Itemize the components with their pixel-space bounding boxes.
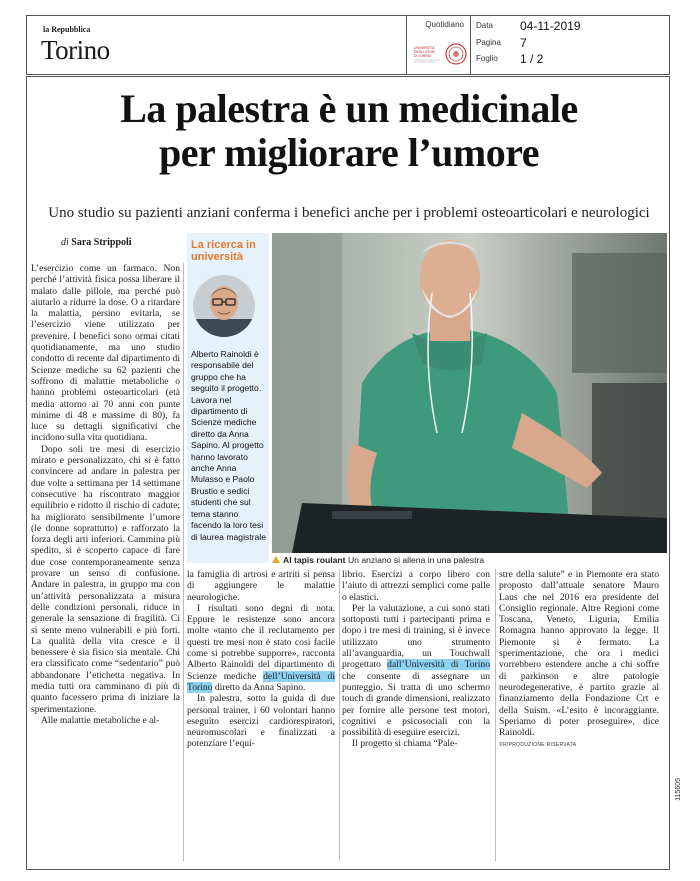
paragraph: Dopo soli tre mesi di esercizio mirato e personalizzato, chi si è fatto convincere ad andare in palestra per due volte a settimana per 14 settimane consecutive ha riscontrato maggior equilibrio e ridotto il rischio di cadute; ha migliorato sensibilmente l’umore (le donne soprattutto) e rafforzato la forza degli arti inferiori. Cammina più spedito, si è scoperto capace di fare due cose contemporaneamente senza provare un senso di confusione. Andare in palestra, in gruppo ma con un’attività personalizzata a misura delle condizioni personali, riduce in generale la sensazione di fragilità. Ci si sente meno vulnerabili e più forti. La qualità della vita cresce e il benessere è sia fisico sia mentale. Chi era classificato come “sedentario” può abbandonare l’etichetta negativa. In media tutti ora camminano di più di quanto facessero prima di iniziare la sperimentazione. bbox=[31, 443, 180, 715]
article bbox=[26, 76, 670, 870]
gym-photo bbox=[272, 233, 667, 553]
side-code: 115605 bbox=[675, 778, 682, 801]
portrait-icon bbox=[193, 275, 255, 337]
data-value: 04-11-2019 bbox=[520, 19, 581, 33]
headline-line-1: La palestra è un medicinale bbox=[120, 86, 578, 131]
headline-line-2: per migliorare l’umore bbox=[158, 130, 539, 175]
paragraph: librio. Esercizi a corpo libero con l’aiuto di attrezzi semplici come palle o elastici. bbox=[342, 569, 490, 603]
paragraph-text: I risultati sono degni di nota. Eppure le resistenze sono ancora molte «tanto che il reclutamento per questi tre mesi non è stato così facile come si potrebbe supporre», racconta Alberto Rainoldi del dipartimento di Scienze mediche bbox=[187, 602, 335, 682]
paragraph: Alle malattie metaboliche e al- bbox=[41, 714, 160, 726]
info-box bbox=[187, 233, 269, 563]
info-box-text: Alberto Rainoldi è responsabile del gruppo che ha seguito il progetto. Lavora nel dipartimento di Scienze mediche diretto da Anna Sapino. Al progetto hanno lavorato anche Anna Mulasso e Paolo Brustio e sedici studenti che sul tema stanno facendo la loro tesi di laurea magistrale bbox=[191, 349, 266, 542]
svg-text:UNIVERSITÀ: UNIVERSITÀ bbox=[414, 46, 435, 50]
highlighted-text: dall’Università di Torino bbox=[387, 659, 490, 671]
masthead bbox=[27, 16, 407, 74]
byline-di: di bbox=[61, 237, 69, 248]
clipping-header bbox=[26, 15, 670, 75]
paragraph-text: diretto da Anna Sapino. bbox=[212, 681, 306, 693]
brand-city: Torino bbox=[41, 35, 110, 65]
column-divider bbox=[183, 263, 184, 861]
paragraph bbox=[187, 603, 335, 693]
copyright-note: ©RIPRODUZIONE RISERVATA bbox=[499, 742, 577, 749]
paragraph: L’esercizio come un farmaco. Non perché l’attività fisica possa liberare il malato dalle pillole, ma perché può aiutarlo a ridurre la dose. O a ritardare la malattia, persino evitarla, se l’esercizio viene utilizzato per prevenire. I benefici sono ormai citati quotidianamente, ma uno studio condotto di recente dal dipartimento di Scienze mediche su 62 pazienti che soffrono di malattie metaboliche o hanno problemi osteoarticolari (età media attorno ai 70 anni con punte minime di 48 e massime di 80), fa luce su dettagli significativi che incidono sulla vita quotidiana. bbox=[31, 263, 180, 444]
brand-small: la Repubblica bbox=[43, 25, 91, 34]
treadmill-scene-icon bbox=[272, 233, 667, 553]
column-divider bbox=[339, 569, 340, 861]
byline-author: Sara Strippoli bbox=[71, 237, 132, 248]
paragraph-text: che consente di assegnare un punteggio. Si tratta di uno schermo touch di grande dimensioni, realizzato per fornire alle persone test motori, cognitivi e psicosociali con la possibilità di eseguire esercizi. bbox=[342, 670, 490, 739]
article-column-2 bbox=[187, 569, 335, 750]
foglio-label: Foglio bbox=[476, 54, 498, 63]
info-box-title: La ricerca in università bbox=[191, 239, 256, 263]
data-label: Data bbox=[476, 21, 493, 30]
foglio-value: 1 / 2 bbox=[520, 52, 544, 66]
paragraph: Il progetto si chiama “Pale- bbox=[352, 738, 458, 750]
svg-text:DEGLI STUDI: DEGLI STUDI bbox=[414, 50, 436, 54]
subheadline: Uno studio su pazienti anziani conferma i benefici anche per i problemi osteoarticolari e neurologici bbox=[48, 205, 650, 221]
paragraph bbox=[342, 603, 490, 739]
article-column-3 bbox=[342, 569, 490, 750]
paragraph: stre della salute” e in Piemonte era stato proposto dall’attuale senatore Mauro Laus che nel 2016 era presidente del Consiglio regionale. Altre Regioni come Toscana, Veneto, Liguria, Emilia Romagna hanno approvato la legge. Il Piemonte si è fermato. La sperimentazione, che ora i medici vorrebbero estendere anche a chi soffre di parkinson e altre patologie neurodegenerative, è partito grazie al finanziamento della Fondazione Crt e della Suism. «L’esito è incoraggiante. Speriamo di poter proseguire», dice Rainoldi. bbox=[499, 569, 659, 739]
clipping-metadata bbox=[472, 16, 670, 74]
publication-type bbox=[408, 16, 471, 74]
caption-bold: Al tapis roulant bbox=[283, 555, 346, 565]
article-column-1 bbox=[31, 263, 180, 726]
headline bbox=[27, 87, 671, 175]
paragraph-text: Per la valutazione, a cui sono stati sottoposti tutti i partecipanti prima e dopo i tre mesi di training, si è invece utilizzato uno strumento all’avanguardia, un Touchwall progettato bbox=[342, 602, 490, 671]
byline bbox=[61, 237, 132, 248]
highlighted-text: dell’Università di Torino bbox=[187, 670, 336, 693]
column-divider bbox=[495, 569, 496, 861]
pagina-label: Pagina bbox=[476, 38, 501, 47]
paragraph: la famiglia di artrosi e artriti si pensa di aggiungere le malattie neurologiche. bbox=[187, 569, 335, 603]
meta-row-data bbox=[476, 19, 666, 33]
meta-row-pagina bbox=[476, 36, 666, 50]
paragraph: In palestra, sotto la guida di due personal trainer, i 60 volontari hanno eseguito esercizi cardiorespiratori, neuromuscolari e finalizzati a potenziare l’equi- bbox=[187, 693, 335, 750]
pagina-value: 7 bbox=[520, 36, 527, 50]
svg-text:DI TORINO: DI TORINO bbox=[414, 54, 432, 58]
portrait-photo bbox=[193, 275, 255, 337]
university-logo-icon bbox=[410, 40, 470, 70]
article-column-4 bbox=[499, 569, 659, 752]
quotidiano-label: Quotidiano bbox=[425, 20, 464, 29]
caption-text: Un anziano si allena in una palestra bbox=[345, 555, 485, 565]
photo-caption bbox=[272, 555, 667, 565]
meta-row-foglio bbox=[476, 52, 666, 66]
caption-triangle-icon bbox=[272, 556, 280, 563]
